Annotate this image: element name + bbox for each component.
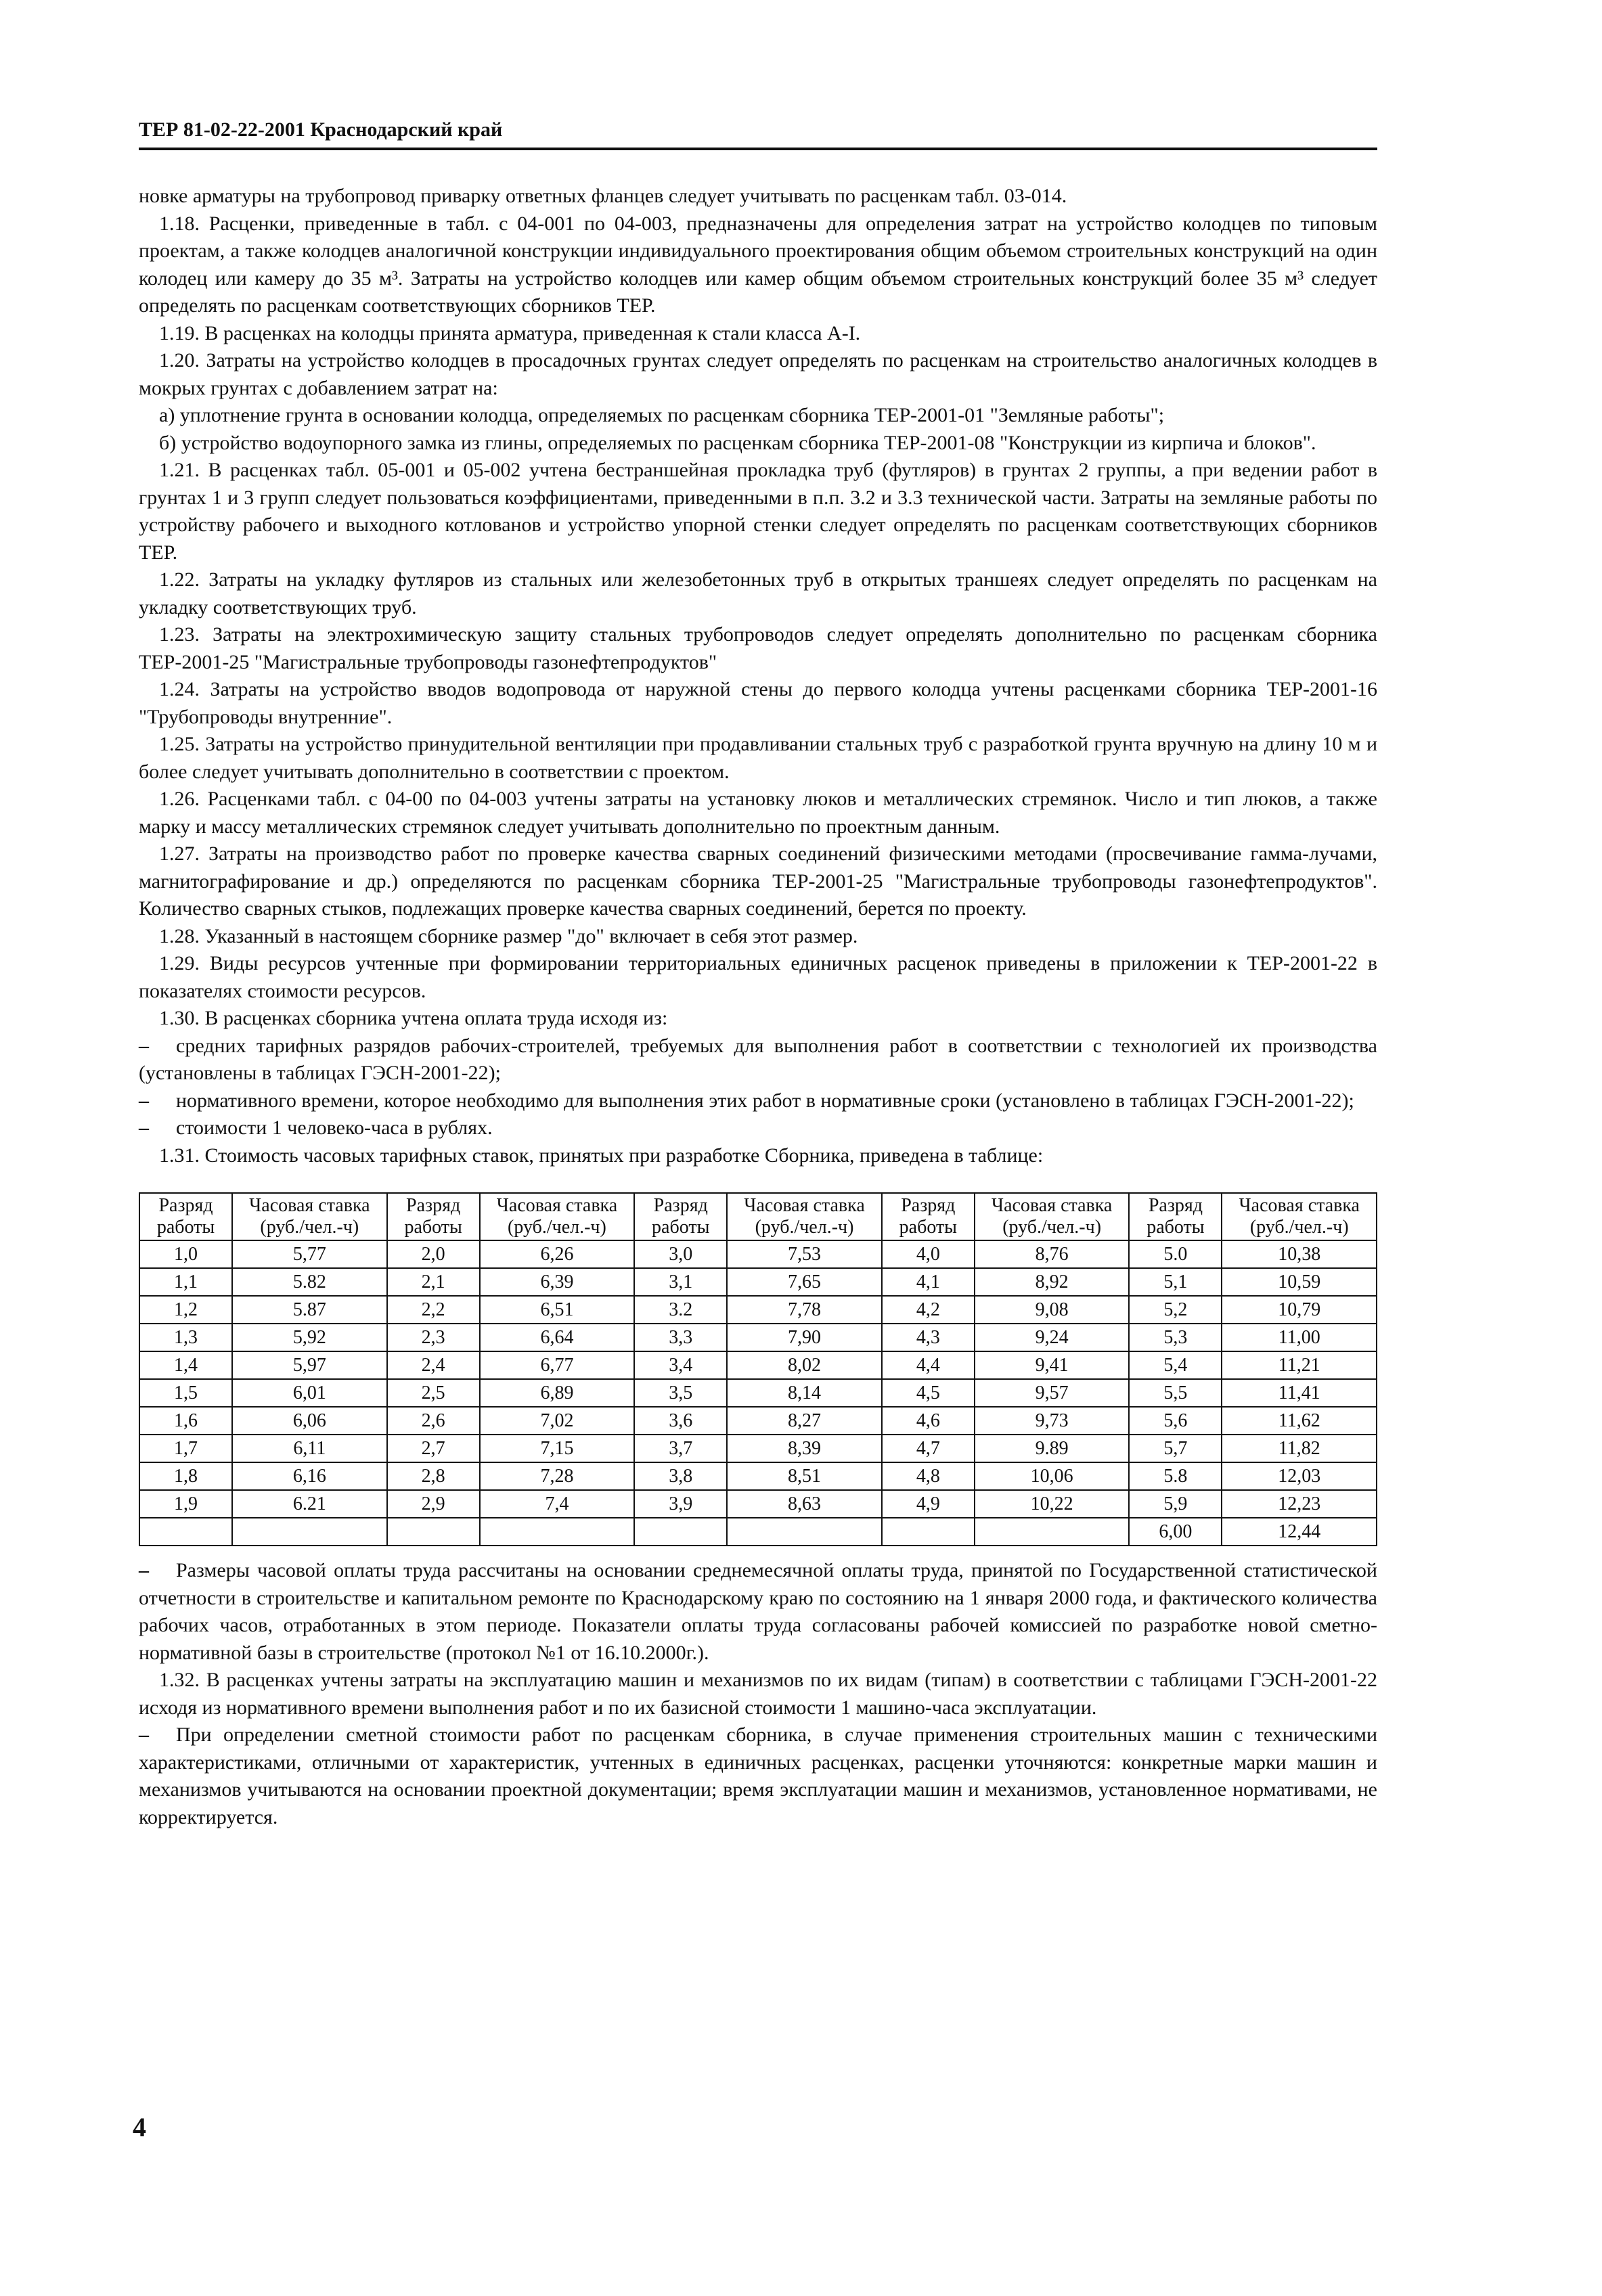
note xyxy=(139,1557,1377,1667)
rate-cell: 7,02 xyxy=(480,1407,635,1435)
list-item-text: нормативного времени, которое необходимо для выполнения этих работ в нормативные сроки (установлено в таблицах ГЭСН-2001-22); xyxy=(176,1089,1354,1112)
rate-cell: 11,21 xyxy=(1222,1351,1377,1379)
page-number: 4 xyxy=(133,2112,146,2142)
grade-cell: 4,2 xyxy=(882,1296,975,1324)
rate-cell: 6,64 xyxy=(480,1324,635,1351)
rate-cell: 10,79 xyxy=(1222,1296,1377,1324)
rate-cell: 6,16 xyxy=(232,1462,387,1490)
table-row xyxy=(139,1240,1377,1268)
grade-cell: 4,3 xyxy=(882,1324,975,1351)
grade-cell: 3,7 xyxy=(634,1435,727,1462)
dash-marker: – xyxy=(139,1089,149,1112)
rate-cell: 8,51 xyxy=(727,1462,882,1490)
paragraph-1-27: 1.27. Затраты на производство работ по проверке качества сварных соединений физическими методами (просвечивание гамма-лучами, магнитографирование и др.) определяются по расценкам сборника ТЕР-2001-25 "Магистральные трубопроводы газонефтепродуктов". Количество сварных стыков, подлежащих проверке качества сварных соединений, берется по проекту. xyxy=(139,842,1377,920)
grade-cell: 2,2 xyxy=(387,1296,480,1324)
paragraph-1-28: 1.28. Указанный в настоящем сборнике размер "до" включает в себя этот размер. xyxy=(159,924,858,947)
grade-cell: 1,1 xyxy=(139,1268,232,1296)
grade-cell: 4,1 xyxy=(882,1268,975,1296)
rate-cell: 6,77 xyxy=(480,1351,635,1379)
table-row xyxy=(139,1296,1377,1324)
grade-cell: 5,6 xyxy=(1129,1407,1222,1435)
rate-cell: 10,38 xyxy=(1222,1240,1377,1268)
table-row xyxy=(139,1407,1377,1435)
grade-cell: 5,4 xyxy=(1129,1351,1222,1379)
grade-cell: 1,2 xyxy=(139,1296,232,1324)
table-row xyxy=(139,1490,1377,1518)
grade-cell: 2,0 xyxy=(387,1240,480,1268)
rate-cell: 10,22 xyxy=(975,1490,1130,1518)
table-row xyxy=(139,1435,1377,1462)
rate-cell: 9,08 xyxy=(975,1296,1130,1324)
paragraph-1-32: 1.32. В расценках учтены затраты на эксплуатацию машин и механизмов по их видам (типам) в соответствии с таблицами ГЭСН-2001-22 исходя из нормативного времени выполнения работ и по их базисной стоимости 1 машино-часа эксплуатации. xyxy=(139,1669,1377,1719)
note xyxy=(139,1721,1377,1831)
grade-cell: 3,5 xyxy=(634,1379,727,1407)
page-header: ТЕР 81-02-22-2001 Краснодарский край xyxy=(139,116,1377,150)
rate-cell: 8,76 xyxy=(975,1240,1130,1268)
rate-cell xyxy=(727,1518,882,1546)
grade-cell: 5,3 xyxy=(1129,1324,1222,1351)
dash-marker: – xyxy=(139,1559,149,1581)
paragraph-1-19: 1.19. В расценках на колодцы принята арматура, приведенная к стали класса А-I. xyxy=(159,321,861,344)
grade-cell: 4,8 xyxy=(882,1462,975,1490)
column-header: Разряд работы xyxy=(139,1193,232,1240)
grade-cell: 5,7 xyxy=(1129,1435,1222,1462)
rate-cell: 6,11 xyxy=(232,1435,387,1462)
column-header: Часовая ставка (руб./чел.-ч) xyxy=(480,1193,635,1240)
rate-cell: 5,92 xyxy=(232,1324,387,1351)
rate-cell: 6,26 xyxy=(480,1240,635,1268)
table-row xyxy=(139,1324,1377,1351)
grade-cell xyxy=(387,1518,480,1546)
rate-cell: 8,92 xyxy=(975,1268,1130,1296)
grade-cell: 5,2 xyxy=(1129,1296,1222,1324)
column-header: Разряд работы xyxy=(634,1193,727,1240)
dash-marker: – xyxy=(139,1117,149,1139)
grade-cell: 2,8 xyxy=(387,1462,480,1490)
grade-cell: 3,8 xyxy=(634,1462,727,1490)
dash-marker: – xyxy=(139,1724,149,1746)
list-item xyxy=(139,1087,1377,1115)
note-text: При определении сметной стоимости работ по расценкам сборника, в случае применения строительных машин с техническими характеристиками, отличными от характеристик, учтенных в единичных расценках, расценки уточняются: конкретные марки машин и механизмов учитываются на основании проектной документации; время эксплуатации машин и механизмов, установленное нормативами, не корректируется. xyxy=(139,1724,1377,1828)
grade-cell: 2,5 xyxy=(387,1379,480,1407)
rate-cell: 7,65 xyxy=(727,1268,882,1296)
grade-cell: 3.2 xyxy=(634,1296,727,1324)
column-header: Часовая ставка (руб./чел.-ч) xyxy=(727,1193,882,1240)
column-header: Разряд работы xyxy=(882,1193,975,1240)
rate-cell: 9.89 xyxy=(975,1435,1130,1462)
rate-cell: 8,02 xyxy=(727,1351,882,1379)
grade-cell: 2,9 xyxy=(387,1490,480,1518)
grade-cell: 5,5 xyxy=(1129,1379,1222,1407)
rate-cell: 6.21 xyxy=(232,1490,387,1518)
grade-cell: 4,6 xyxy=(882,1407,975,1435)
grade-cell: 3,0 xyxy=(634,1240,727,1268)
rate-cell: 10,59 xyxy=(1222,1268,1377,1296)
paragraph-1-20: 1.20. Затраты на устройство колодцев в просадочных грунтах следует определять по расценкам на строительство аналогичных колодцев в мокрых грунтах с добавлением затрат на: xyxy=(139,349,1377,399)
grade-cell: 5.0 xyxy=(1129,1240,1222,1268)
grade-cell: 1,7 xyxy=(139,1435,232,1462)
rate-cell: 7,4 xyxy=(480,1490,635,1518)
table-header-row xyxy=(139,1193,1377,1240)
table-row xyxy=(139,1351,1377,1379)
rate-cell: 8,63 xyxy=(727,1490,882,1518)
paragraph-1-20-b: б) устройство водоупорного замка из глины, определяемых по расценкам сборника ТЕР-2001-08 "Конструкции из кирпича и блоков". xyxy=(159,431,1316,454)
rate-cell: 8,27 xyxy=(727,1407,882,1435)
table-row xyxy=(139,1379,1377,1407)
rate-cell: 5.87 xyxy=(232,1296,387,1324)
paragraph: новке арматуры на трубопровод приварку ответных фланцев следует учитывать по расценкам табл. 03-014. xyxy=(139,185,1067,207)
rate-cell: 12,44 xyxy=(1222,1518,1377,1546)
rate-cell: 6,39 xyxy=(480,1268,635,1296)
grade-cell: 3,3 xyxy=(634,1324,727,1351)
document-body xyxy=(139,183,1377,1831)
rate-cell: 8,14 xyxy=(727,1379,882,1407)
list-item-text: средних тарифных разрядов рабочих-строителей, требуемых для выполнения работ в соответствии с технологией их производства (установлены в таблицах ГЭСН-2001-22); xyxy=(139,1034,1377,1084)
grade-cell: 1,6 xyxy=(139,1407,232,1435)
rate-cell xyxy=(975,1518,1130,1546)
rate-cell: 11,00 xyxy=(1222,1324,1377,1351)
rate-cell xyxy=(480,1518,635,1546)
rate-cell: 8,39 xyxy=(727,1435,882,1462)
grade-cell: 1,5 xyxy=(139,1379,232,1407)
paragraph-1-24: 1.24. Затраты на устройство вводов водопровода от наружной стены до первого колодца учтены расценками сборника ТЕР-2001-16 "Трубопроводы внутренние". xyxy=(139,678,1377,728)
paragraph-1-23: 1.23. Затраты на электрохимическую защиту стальных трубопроводов следует определять дополнительно по расценкам сборника ТЕР-2001-25 "Магистральные трубопроводы газонефтепродуктов" xyxy=(139,623,1377,673)
column-header: Часовая ставка (руб./чел.-ч) xyxy=(232,1193,387,1240)
grade-cell xyxy=(634,1518,727,1546)
grade-cell: 5,1 xyxy=(1129,1268,1222,1296)
column-header: Часовая ставка (руб./чел.-ч) xyxy=(975,1193,1130,1240)
rate-cell: 9,57 xyxy=(975,1379,1130,1407)
grade-cell: 4,9 xyxy=(882,1490,975,1518)
grade-cell: 1,9 xyxy=(139,1490,232,1518)
rate-cell: 7,28 xyxy=(480,1462,635,1490)
rate-cell: 7,90 xyxy=(727,1324,882,1351)
rate-cell: 5.82 xyxy=(232,1268,387,1296)
column-header: Разряд работы xyxy=(1129,1193,1222,1240)
grade-cell: 2,4 xyxy=(387,1351,480,1379)
grade-cell: 4,0 xyxy=(882,1240,975,1268)
table-row xyxy=(139,1518,1377,1546)
rate-cell: 7,78 xyxy=(727,1296,882,1324)
note-text: Размеры часовой оплаты труда рассчитаны на основании среднемесячной оплаты труда, принятой по Государственной статистической отчетности в строительстве и капитальном ремонте по Краснодарскому краю по состоянию на 1 января 2000 года, и фактического количества рабочих часов, отработанных в этом периоде. Показатели оплаты труда согласованы рабочей комиссией по разработке новой сметно-нормативной базы в строительстве (протокол №1 от 16.10.2000г.). xyxy=(139,1559,1377,1664)
table-row xyxy=(139,1268,1377,1296)
paragraph-1-30: 1.30. В расценках сборника учтена оплата труда исходя из: xyxy=(159,1007,668,1029)
rate-cell: 6,89 xyxy=(480,1379,635,1407)
grade-cell: 3,9 xyxy=(634,1490,727,1518)
grade-cell: 3,4 xyxy=(634,1351,727,1379)
paragraph-1-26: 1.26. Расценками табл. с 04-00 по 04-003 учтены затраты на установку люков и металлических стремянок. Число и тип люков, а также марку и массу металлических стремянок следует учитывать дополнительно по проектным данным. xyxy=(139,788,1377,838)
rate-cell: 11,62 xyxy=(1222,1407,1377,1435)
paragraph-1-21: 1.21. В расценках табл. 05-001 и 05-002 учтена бестраншейная прокладка труб (футляров) в грунтах 2 группы, а при ведении работ в грунтах 1 и 3 групп следует пользоваться коэффициентами, приведенными в п.п. 3.2 и 3.3 технической части. Затраты на земляные работы по устройству рабочего и выходного котлованов и устройство упорной стенки следует определять по расценкам соответствующих сборников ТЕР. xyxy=(139,459,1377,564)
grade-cell: 1,3 xyxy=(139,1324,232,1351)
paragraph-1-29: 1.29. Виды ресурсов учтенные при формировании территориальных единичных расценок приведены в приложении к ТЕР-2001-22 в показателях стоимости ресурсов. xyxy=(139,952,1377,1002)
rate-cell: 9,24 xyxy=(975,1324,1130,1351)
rate-cell: 12,23 xyxy=(1222,1490,1377,1518)
grade-cell xyxy=(139,1518,232,1546)
grade-cell: 5.8 xyxy=(1129,1462,1222,1490)
grade-cell: 5,9 xyxy=(1129,1490,1222,1518)
column-header: Часовая ставка (руб./чел.-ч) xyxy=(1222,1193,1377,1240)
list-item-text: стоимости 1 человеко-часа в рублях. xyxy=(176,1117,493,1139)
column-header: Разряд работы xyxy=(387,1193,480,1240)
rate-cell: 6,51 xyxy=(480,1296,635,1324)
paragraph-1-22: 1.22. Затраты на укладку футляров из стальных или железобетонных труб в открытых траншеях следует определять по расценкам на укладку соответствующих труб. xyxy=(139,568,1377,618)
paragraph-1-25: 1.25. Затраты на устройство принудительной вентиляции при продавливании стальных труб с разработкой грунта вручную на длину 10 м и более следует учитывать дополнительно в соответствии с проектом. xyxy=(139,733,1377,783)
table-row xyxy=(139,1462,1377,1490)
rate-cell: 11,82 xyxy=(1222,1435,1377,1462)
list-item xyxy=(139,1115,1377,1142)
table-body xyxy=(139,1240,1377,1546)
grade-cell xyxy=(882,1518,975,1546)
grade-cell: 2,1 xyxy=(387,1268,480,1296)
rate-cell: 6,06 xyxy=(232,1407,387,1435)
grade-cell: 1,4 xyxy=(139,1351,232,1379)
rate-cell: 5,97 xyxy=(232,1351,387,1379)
rate-cell: 9,41 xyxy=(975,1351,1130,1379)
grade-cell: 2,7 xyxy=(387,1435,480,1462)
rate-cell: 9,73 xyxy=(975,1407,1130,1435)
grade-cell: 2,6 xyxy=(387,1407,480,1435)
grade-cell: 4,5 xyxy=(882,1379,975,1407)
dash-marker: – xyxy=(139,1034,149,1057)
grade-cell: 4,7 xyxy=(882,1435,975,1462)
rate-cell: 11,41 xyxy=(1222,1379,1377,1407)
grade-cell: 6,00 xyxy=(1129,1518,1222,1546)
rate-cell xyxy=(232,1518,387,1546)
grade-cell: 3,1 xyxy=(634,1268,727,1296)
rate-cell: 6,01 xyxy=(232,1379,387,1407)
paragraph-1-20-a: а) уплотнение грунта в основании колодца, определяемых по расценкам сборника ТЕР-2001-01 "Земляные работы"; xyxy=(159,404,1165,426)
rate-cell: 7,53 xyxy=(727,1240,882,1268)
grade-cell: 3,6 xyxy=(634,1407,727,1435)
grade-cell: 2,3 xyxy=(387,1324,480,1351)
rate-cell: 12,03 xyxy=(1222,1462,1377,1490)
rate-cell: 5,77 xyxy=(232,1240,387,1268)
rate-cell: 10,06 xyxy=(975,1462,1130,1490)
paragraph-1-31: 1.31. Стоимость часовых тарифных ставок, принятых при разработке Сборника, приведена в таблице: xyxy=(159,1144,1044,1167)
rate-cell: 7,15 xyxy=(480,1435,635,1462)
paragraph-1-18: 1.18. Расценки, приведенные в табл. с 04-001 по 04-003, предназначены для определения затрат на устройство колодцев по типовым проектам, а также колодцев аналогичной конструкции индивидуального проектирования общим объемом строительных конструкций на один колодец или камеру до 35 м³. Затраты на устройство колодцев или камер общим объемом строительных конструкций более 35 м³ следует определять по расценкам соответствующих сборников ТЕР. xyxy=(139,212,1377,317)
grade-cell: 1,8 xyxy=(139,1462,232,1490)
grade-cell: 1,0 xyxy=(139,1240,232,1268)
hourly-rates-table xyxy=(139,1192,1377,1546)
list-item xyxy=(139,1033,1377,1087)
grade-cell: 4,4 xyxy=(882,1351,975,1379)
